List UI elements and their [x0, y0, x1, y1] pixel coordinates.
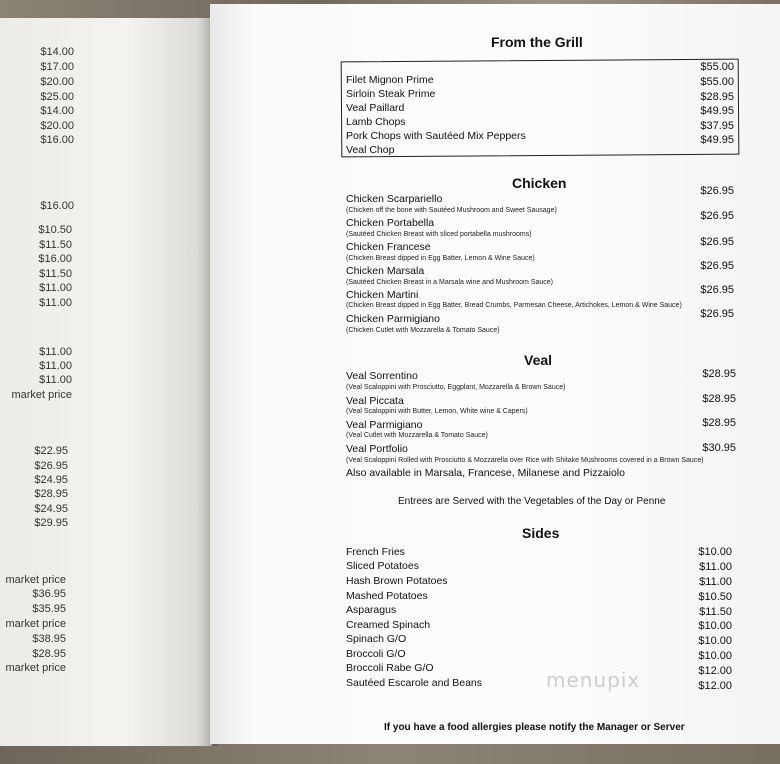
- veal-also-available: Also available in Marsala, Francese, Milanese and Pizzaiolo: [346, 467, 625, 479]
- chicken-item-name: Chicken Martini: [346, 289, 419, 301]
- left-price: $16.00: [40, 134, 74, 146]
- veal-item-name: Veal Piccata: [346, 395, 404, 407]
- grill-item-name: Veal Chop: [346, 144, 395, 156]
- side-item-name: Mashed Potatoes: [346, 590, 428, 602]
- side-item-price: $10.00: [698, 546, 732, 558]
- grill-item-price: $28.95: [700, 91, 734, 103]
- grill-item-name: Sirloin Steak Prime: [346, 88, 436, 100]
- chicken-item-price: $26.95: [700, 284, 734, 296]
- chicken-item-name: Chicken Portabella: [346, 217, 435, 229]
- sides-section-title: Sides: [522, 525, 560, 541]
- side-item-price: $12.00: [698, 665, 732, 677]
- chicken-section-title: Chicken: [512, 175, 567, 191]
- left-price: market price: [11, 389, 72, 401]
- menupix-watermark: menupix: [546, 668, 641, 692]
- veal-item-desc: (Veal Scaloppini with Butter, Lemon, White wine & Capers): [346, 408, 528, 415]
- side-item-name: Broccoli G/O: [346, 648, 406, 660]
- left-price: $22.95: [34, 445, 68, 457]
- side-item-name: French Fries: [346, 546, 405, 558]
- side-item-price: $12.00: [698, 680, 732, 692]
- left-price: $11.00: [39, 346, 72, 358]
- chicken-item-price: $26.95: [700, 308, 734, 320]
- left-price: $14.00: [40, 46, 74, 58]
- chicken-item-desc: (Chicken Breast dipped in Egg Batter, Lemon & Wine Sauce): [346, 255, 535, 262]
- side-item-price: $10.00: [698, 635, 732, 647]
- left-price: $28.95: [32, 648, 66, 660]
- side-item-name: Creamed Spinach: [346, 619, 431, 631]
- side-item-name: Broccoli Rabe G/O: [346, 662, 434, 674]
- side-item-name: Spinach G/O: [346, 633, 407, 645]
- side-item-name: Hash Brown Potatoes: [346, 575, 448, 587]
- entrees-note: Entrees are Served with the Vegetables of the Day or Penne: [398, 496, 666, 507]
- left-price: $11.00: [39, 360, 72, 372]
- side-item-price: $10.00: [698, 620, 732, 632]
- veal-item-desc: (Veal Scaloppini Rolled with Prosciutto & Mozzarella over Rice with Shitake Mushrooms covered in a Brown Sauce): [346, 457, 704, 464]
- veal-section-title: Veal: [524, 352, 553, 368]
- left-price: market price: [5, 574, 66, 586]
- left-price: $29.95: [34, 517, 68, 529]
- side-item-price: $10.00: [698, 650, 732, 662]
- chicken-item-price: $26.95: [700, 236, 734, 248]
- chicken-item-name: Chicken Marsala: [346, 265, 425, 277]
- left-price: $11.00: [39, 282, 72, 294]
- side-item-name: Sliced Potatoes: [346, 560, 419, 572]
- chicken-item-desc: (Sautéed Chicken Breast in a Marsala wine and Mushroom Sauce): [346, 279, 553, 286]
- grill-item-name: Filet Mignon Prime: [346, 74, 434, 86]
- left-price: $35.95: [32, 603, 66, 615]
- left-price: $20.00: [40, 76, 74, 88]
- left-price: $10.50: [38, 224, 72, 236]
- veal-item-price: $28.95: [702, 417, 736, 429]
- left-price: $38.95: [32, 633, 66, 645]
- left-price: $36.95: [32, 588, 66, 600]
- left-price: $17.00: [40, 61, 74, 73]
- veal-item-price: $28.95: [702, 393, 736, 405]
- side-item-price: $11.00: [699, 561, 732, 573]
- chicken-item-name: Chicken Parmigiano: [346, 313, 440, 325]
- left-price: $25.00: [40, 91, 74, 103]
- side-item-price: $11.00: [699, 576, 732, 588]
- grill-item-price: $37.95: [700, 120, 734, 132]
- side-item-name: Sautéed Escarole and Beans: [346, 677, 483, 689]
- side-item-price: $11.50: [699, 606, 732, 618]
- left-price: $14.00: [40, 105, 74, 117]
- grill-item-name: Pork Chops with Sautéed Mix Peppers: [346, 130, 526, 142]
- left-price: $16.00: [40, 200, 74, 212]
- chicken-item-price: $26.95: [700, 185, 734, 197]
- chicken-item-price: $26.95: [700, 260, 734, 272]
- veal-item-desc: (Veal Scaloppini with Prosciutto, Eggplant, Mozzarella & Brown Sauce): [346, 384, 566, 391]
- left-price: $11.50: [39, 268, 72, 280]
- grill-item-name: Veal Paillard: [346, 102, 405, 114]
- veal-item-name: Veal Sorrentino: [346, 370, 418, 382]
- left-price: $16.00: [38, 253, 72, 265]
- veal-item-desc: (Veal Cutlet with Mozzarella & Tomato Sauce): [346, 432, 488, 439]
- grill-item-name: Lamb Chops: [346, 116, 406, 128]
- left-price: $11.50: [39, 239, 72, 251]
- chicken-item-name: Chicken Francese: [346, 241, 431, 253]
- allergy-note: If you have a food allergies please notify the Manager or Server: [384, 722, 685, 733]
- veal-item-price: $30.95: [702, 442, 736, 454]
- chicken-item-price: $26.95: [700, 210, 734, 222]
- grill-item-price: $49.95: [700, 105, 734, 117]
- chicken-item-desc: (Sautéed Chicken Breast with sliced portabella mushrooms): [346, 231, 532, 238]
- left-price: $24.95: [34, 503, 68, 515]
- veal-item-name: Veal Portfolio: [346, 443, 408, 455]
- left-price: $26.95: [34, 460, 68, 472]
- side-item-price: $10.50: [698, 591, 732, 603]
- grill-item-price: $55.00: [700, 61, 734, 73]
- left-price: $20.00: [40, 120, 74, 132]
- grill-section-title: From the Grill: [491, 34, 583, 50]
- left-price: $11.00: [39, 374, 72, 386]
- veal-item-price: $28.95: [702, 368, 736, 380]
- veal-item-name: Veal Parmigiano: [346, 419, 423, 431]
- left-price: $24.95: [34, 474, 68, 486]
- left-price: market price: [5, 662, 66, 674]
- chicken-item-desc: (Chicken off the bone with Sautéed Mushroom and Sweet Sausage): [346, 207, 557, 214]
- left-price: $28.95: [34, 488, 68, 500]
- left-price: $11.00: [39, 297, 72, 309]
- chicken-item-name: Chicken Scarpariello: [346, 193, 443, 205]
- left-price: market price: [5, 618, 66, 630]
- grill-item-price: $49.95: [700, 134, 734, 146]
- grill-item-price: $55.00: [700, 76, 734, 88]
- side-item-name: Asparagus: [346, 604, 397, 616]
- chicken-item-desc: (Chicken Breast dipped in Egg Batter, Bread Crumbs, Parmesan Cheese, Artichokes, Lemon & Wine Sauce): [346, 302, 682, 309]
- chicken-item-desc: (Chicken Cutlet with Mozzarella & Tomato Sauce): [346, 327, 500, 334]
